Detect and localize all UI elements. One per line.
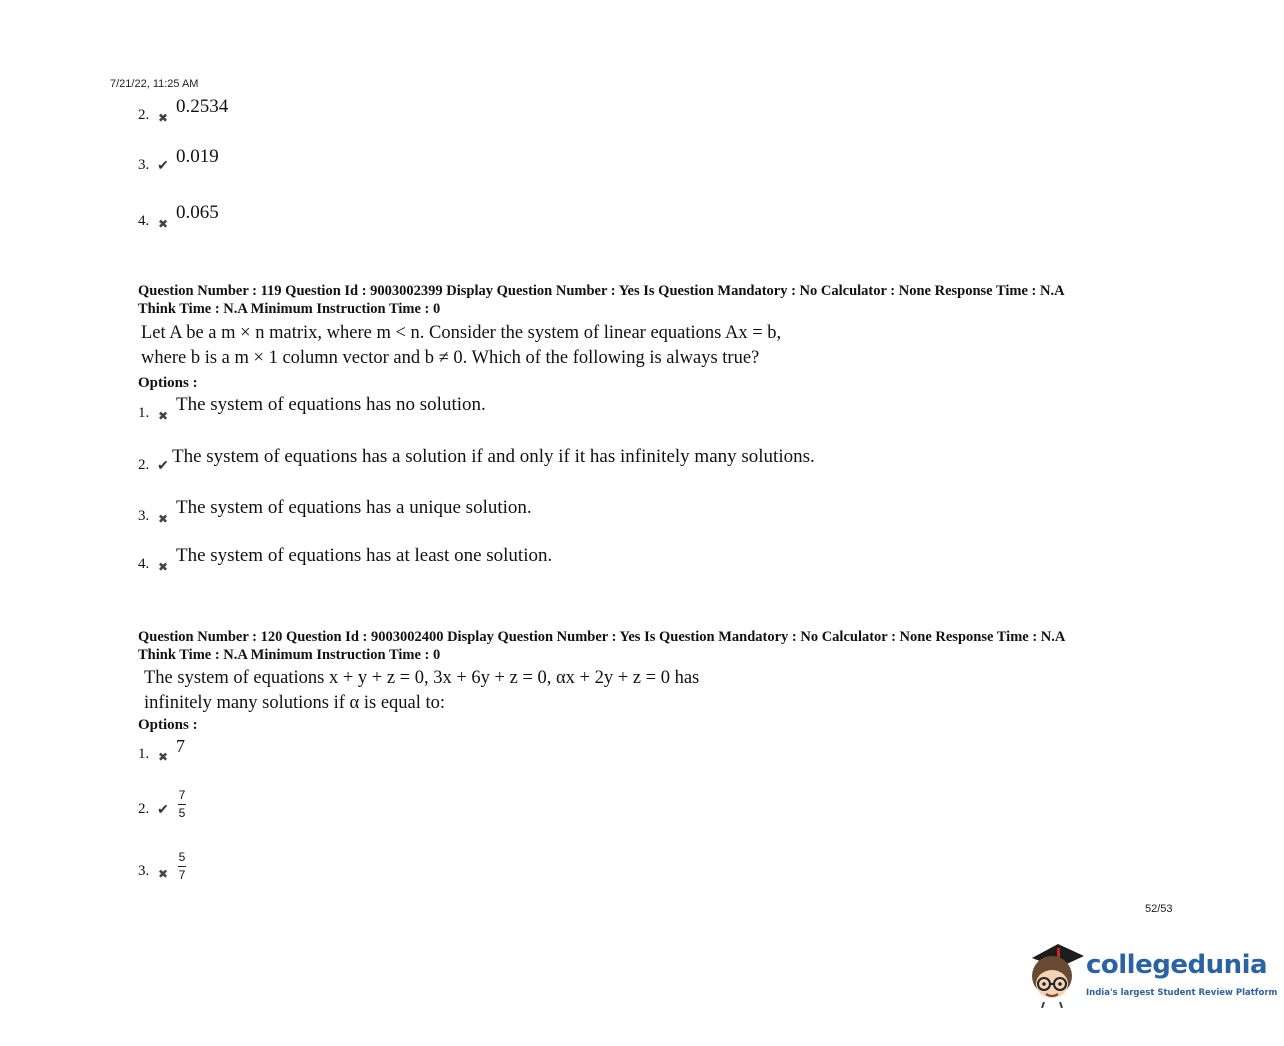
cross-icon: ✖ bbox=[157, 111, 169, 125]
option-row bbox=[138, 736, 185, 764]
page-number: 52/53 bbox=[1145, 903, 1173, 915]
question-text-line: The system of equations x + y + z = 0, 3x + 6y + z = 0, αx + 2y + z = 0 has bbox=[144, 668, 700, 688]
question-text-line: infinitely many solutions if α is equal to: bbox=[144, 693, 446, 713]
question-meta bbox=[138, 628, 1198, 664]
logo-tagline: India's largest Student Review Platform bbox=[1086, 988, 1278, 998]
option-row bbox=[138, 787, 186, 818]
logo-wordmark: collegedunia bbox=[1086, 950, 1268, 980]
collegedunia-logo bbox=[1024, 940, 1278, 1010]
option-text: The system of equations has a unique solution. bbox=[176, 497, 532, 518]
fraction bbox=[178, 789, 186, 820]
option-text: 0.019 bbox=[176, 146, 219, 167]
question-meta-line: Question Number : 119 Question Id : 9003002399 Display Question Number : Yes Is Question Mandatory : No Calculator : None Response Time : N.A bbox=[138, 283, 1065, 299]
question-text bbox=[144, 666, 924, 716]
options-label: Options : bbox=[138, 375, 198, 391]
fraction-numerator: 5 bbox=[178, 850, 186, 864]
fraction-denominator: 7 bbox=[178, 868, 186, 882]
fraction-denominator: 5 bbox=[178, 806, 186, 820]
question-meta-line: Think Time : N.A Minimum Instruction Time : 0 bbox=[138, 301, 441, 317]
option-number: 4. bbox=[138, 213, 150, 229]
option-number: 2. bbox=[138, 107, 150, 123]
question-meta-line: Question Number : 120 Question Id : 9003002400 Display Question Number : Yes Is Question Mandatory : No Calculator : None Response Time : N.A bbox=[138, 629, 1066, 645]
fraction-bar bbox=[178, 866, 186, 867]
cross-icon: ✖ bbox=[157, 512, 169, 526]
option-row bbox=[138, 394, 486, 423]
question-text-line: where b is a m × 1 column vector and b ≠ 0. Which of the following is always true? bbox=[141, 348, 760, 368]
question-text-line: Let A be a m × n matrix, where m < n. Consider the system of linear equations Ax = b, bbox=[141, 323, 782, 343]
fraction-bar bbox=[178, 804, 186, 805]
options-label: Options : bbox=[138, 717, 198, 733]
option-number: 4. bbox=[138, 556, 150, 572]
option-number: 2. bbox=[138, 457, 150, 473]
question-meta bbox=[138, 282, 1198, 318]
cross-icon: ✖ bbox=[157, 217, 169, 231]
question-text bbox=[141, 321, 921, 371]
option-text: The system of equations has no solution. bbox=[176, 394, 486, 415]
cross-icon: ✖ bbox=[157, 867, 169, 881]
option-row bbox=[138, 446, 815, 474]
option-row bbox=[138, 849, 186, 880]
fraction-numerator: 7 bbox=[178, 788, 186, 802]
option-row bbox=[138, 545, 553, 574]
option-row bbox=[138, 96, 229, 125]
option-text: 0.065 bbox=[176, 202, 219, 223]
option-text: 0.2534 bbox=[176, 96, 229, 117]
cross-icon: ✖ bbox=[157, 560, 169, 574]
option-text: The system of equations has a solution if and only if it has infinitely many solutions. bbox=[172, 446, 815, 467]
option-row bbox=[138, 146, 219, 174]
option-text: The system of equations has at least one solution. bbox=[176, 545, 553, 566]
option-number: 1. bbox=[138, 405, 150, 421]
option-row bbox=[138, 202, 219, 231]
option-number: 1. bbox=[138, 746, 150, 762]
check-icon: ✔ bbox=[157, 159, 169, 174]
question-meta-line: Think Time : N.A Minimum Instruction Time : 0 bbox=[138, 647, 441, 663]
cross-icon: ✖ bbox=[157, 409, 169, 423]
print-timestamp: 7/21/22, 11:25 AM bbox=[110, 78, 199, 90]
option-number: 3. bbox=[138, 157, 150, 173]
option-row bbox=[138, 497, 532, 526]
option-number: 3. bbox=[138, 863, 150, 879]
fraction bbox=[178, 851, 186, 882]
option-text: 7 bbox=[176, 736, 185, 756]
check-icon: ✔ bbox=[157, 803, 169, 818]
check-icon: ✔ bbox=[157, 459, 169, 474]
option-number: 3. bbox=[138, 508, 150, 524]
cross-icon: ✖ bbox=[157, 750, 169, 764]
option-number: 2. bbox=[138, 801, 150, 817]
student-mascot-icon bbox=[1024, 940, 1086, 1008]
